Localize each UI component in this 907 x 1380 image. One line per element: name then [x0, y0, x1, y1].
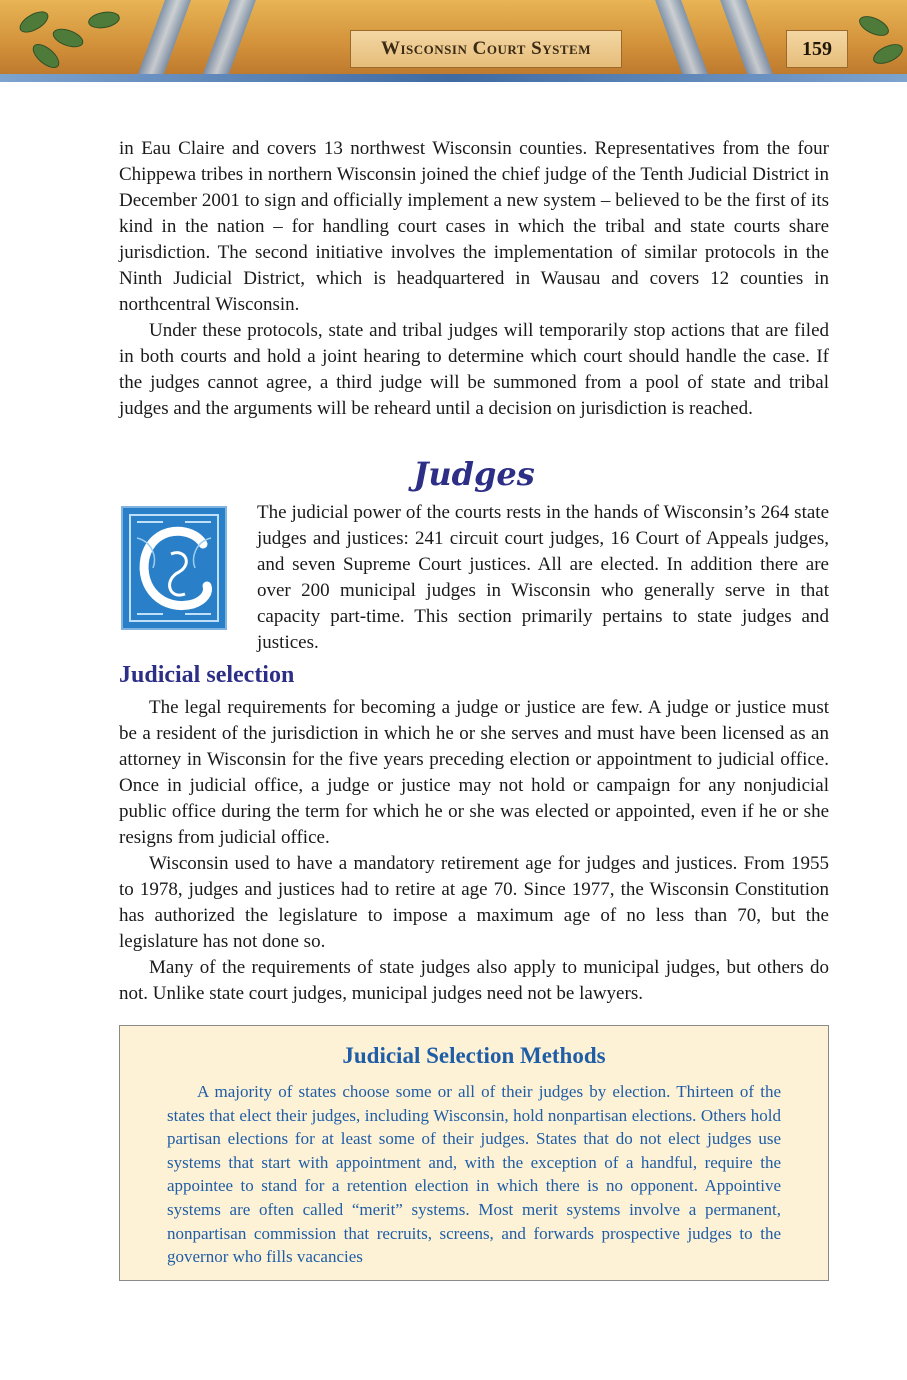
leaf-icon: [29, 40, 64, 73]
leaf-icon: [87, 9, 121, 30]
leaf-icon: [16, 7, 52, 37]
section-title-judges: Judges: [413, 455, 535, 493]
banner-band: [0, 74, 907, 82]
intro-text: [119, 136, 829, 422]
banner-decoration: [720, 0, 776, 82]
judges-text: [257, 500, 829, 656]
banner-decoration: [655, 0, 711, 82]
selection-paragraph-2: Wisconsin used to have a mandatory retirement age for judges and justices. From 1955 to 1978, judges and justices had to retire at age 70. Since 1977, the Wisconsin Constitution has authorized the legislature to impose a maximum age of no less than 70, but the legislature has not done so.: [119, 853, 829, 952]
page-number: 159: [786, 30, 848, 68]
leaf-icon: [50, 25, 86, 51]
intro-paragraph-1: in Eau Claire and covers 13 northwest Wisconsin counties. Representatives from the four Chippewa tribes in northern Wisconsin joined the chief judge of the Tenth Judicial District in December 2001 to sign and officially implement a new system – believed to be the first of its kind in the nation – for handling court cases in which the tribal and state courts share jurisdiction. The second initiative involves the implementation of similar protocols in the Ninth Judicial District, which is headquartered in Wausau and covers 12 counties in northcentral Wisconsin.: [119, 138, 829, 315]
selection-text: [119, 695, 829, 1007]
subhead-judicial-selection: Judicial selection: [119, 662, 295, 688]
dropcap-letter-icon: [123, 508, 225, 628]
sidebar-box: [119, 1025, 829, 1281]
banner-decoration: [200, 0, 256, 82]
judges-paragraph: The judicial power of the courts rests in the hands of Wisconsin’s 264 state judges and justices: 241 circuit court judges, 16 Court of Appeals judges, and seven Supreme Court justices. All are elected. In addition there are over 200 municipal judges in Wisconsin who generally serve in that capacity part-time. This section primarily pertains to state judges and justices.: [257, 502, 829, 653]
selection-paragraph-3: Many of the requirements of state judges also apply to municipal judges, but others do not. Unlike state court judges, municipal judges need not be lawyers.: [119, 957, 829, 1004]
leaf-icon: [870, 40, 906, 68]
selection-paragraph-1: The legal requirements for becoming a judge or justice are few. A judge or justice must be a resident of the jurisdiction in which he or she serves and must have been licensed as an attorney in Wisconsin for the five years preceding election or appointment to judicial office. Once in judicial office, a judge or justice may not hold or campaign for any nonjudicial public office during the term for which he or she was elected or appointed, even if he or she resigns from judicial office.: [119, 697, 829, 848]
sidebar-title: Judicial Selection Methods: [342, 1043, 606, 1068]
running-header-title: Wisconsin Court System: [350, 30, 622, 68]
sidebar-paragraph: A majority of states choose some or all of their judges by election. Thirteen of the states that elect their judges, including Wisconsin, hold nonpartisan elections. Others hold partisan elections for at least some of their judges. States that do not elect judges use systems that start with appointment and, with the exception of a handful, require the appointee to stand for a retention election in which there is no opponent. Appointive systems are often called “merit” systems. Most merit systems involve a permanent, nonpartisan commission that recruits, screens, and forwards prospective judges to the governor who fills vacancies: [167, 1082, 781, 1267]
header-banner: [0, 0, 907, 82]
dropcap-ornament: [121, 506, 227, 630]
banner-decoration: [135, 0, 191, 82]
leaf-icon: [856, 12, 892, 40]
dropcap-letter: [123, 508, 124, 509]
intro-paragraph-2: Under these protocols, state and tribal judges will temporarily stop actions that are filed in both courts and hold a joint hearing to determine which court should handle the case. If the judges cannot agree, a third judge will be summoned from a pool of state and tribal judges and the arguments will be reheard until a decision on jurisdiction is reached.: [119, 320, 829, 419]
